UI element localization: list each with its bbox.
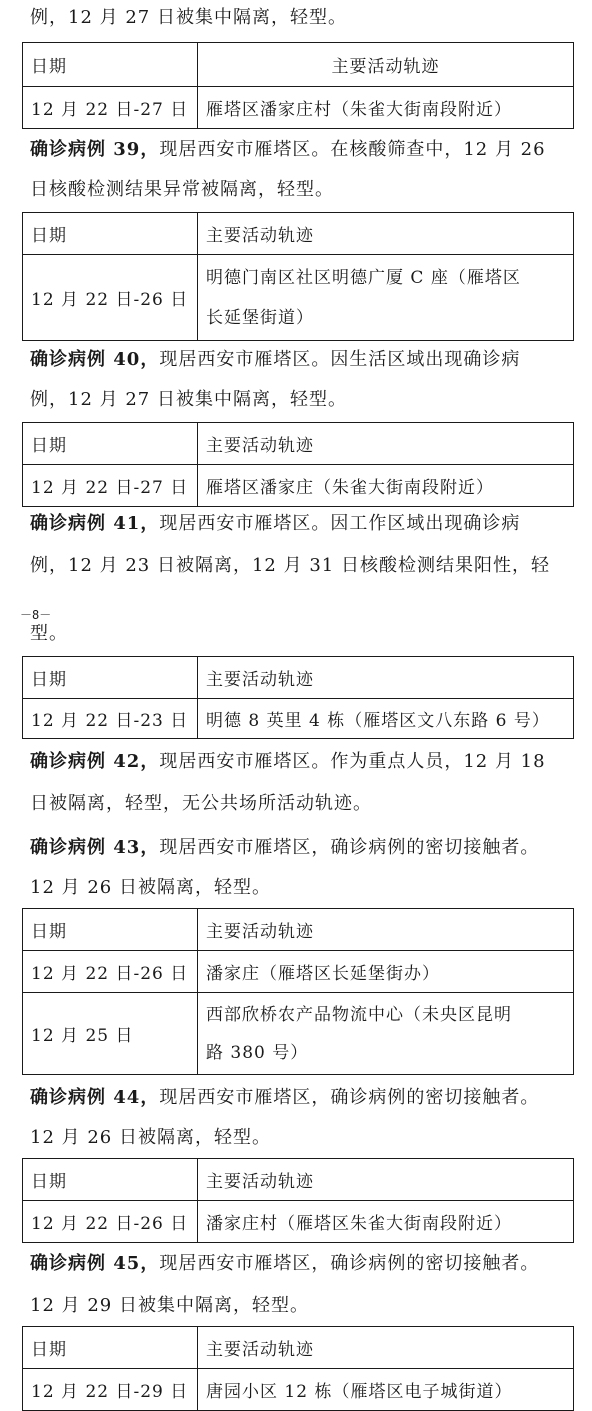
date-cell: 12 月 22 日-27 日 (23, 87, 198, 129)
track-table-45 (22, 1326, 574, 1411)
case-41-line-3: 型。 (30, 623, 68, 644)
case-39-line-2: 日核酸检测结果异常被隔离，轻型。 (30, 179, 334, 200)
table-row (23, 255, 574, 341)
track-cell: 雁塔区潘家庄（朱雀大街南段附近） (198, 465, 574, 507)
track-cell-line: 路 380 号） (206, 1042, 309, 1063)
case-45-line-1 (30, 1252, 539, 1276)
case-43-line-2: 12 月 26 日被隔离，轻型。 (30, 877, 271, 898)
case-43-title: 确诊病例 43， (30, 837, 160, 858)
date-cell: 12 月 22 日-29 日 (23, 1369, 198, 1411)
table-row (23, 1369, 574, 1411)
track-table-41 (22, 656, 574, 739)
header-date: 日期 (23, 909, 198, 951)
case-45-title: 确诊病例 45， (30, 1253, 160, 1274)
header-track: 主要活动轨迹 (198, 657, 574, 699)
header-date: 日期 (23, 213, 198, 255)
track-cell (198, 255, 574, 341)
page-number: －8－ (20, 608, 52, 622)
date-cell: 12 月 25 日 (23, 993, 198, 1075)
case-44-line-1 (30, 1086, 539, 1110)
date-cell: 12 月 22 日-27 日 (23, 465, 198, 507)
table-row (23, 951, 574, 993)
track-cell: 潘家庄（雁塔区长延堡街办） (198, 951, 574, 993)
table-row (23, 1201, 574, 1243)
track-cell (198, 993, 574, 1075)
track-cell: 唐园小区 12 栋（雁塔区电子城街道） (198, 1369, 574, 1411)
table-row (23, 699, 574, 739)
case-44-line-2: 12 月 26 日被隔离，轻型。 (30, 1127, 271, 1148)
track-table-44 (22, 1158, 574, 1243)
case-41-text: 现居西安市雁塔区。因工作区域出现确诊病 (159, 513, 521, 534)
track-table-39 (22, 212, 574, 341)
case-39-line-1 (30, 138, 546, 162)
case-40-title: 确诊病例 40， (30, 349, 160, 370)
case-42-title: 确诊病例 42， (30, 751, 160, 772)
case-44-text: 现居西安市雁塔区，确诊病例的密切接触者。 (159, 1087, 540, 1108)
date-cell: 12 月 22 日-26 日 (23, 255, 198, 341)
header-date: 日期 (23, 43, 198, 87)
paragraph-line: 例，12 月 27 日被集中隔离，轻型。 (30, 7, 347, 28)
case-39-title: 确诊病例 39， (30, 139, 160, 160)
case-39-text: 现居西安市雁塔区。在核酸筛查中，12 月 26 (159, 139, 546, 160)
track-table-40 (22, 422, 574, 507)
case-44-title: 确诊病例 44， (30, 1087, 160, 1108)
case-42-text: 现居西安市雁塔区。作为重点人员，12 月 18 (159, 751, 546, 772)
date-cell: 12 月 22 日-26 日 (23, 951, 198, 993)
track-cell-line: 明德门南区社区明德广厦 C 座（雁塔区 (206, 267, 521, 288)
header-date: 日期 (23, 657, 198, 699)
case-40-line-1 (30, 348, 520, 372)
case-43-text: 现居西安市雁塔区，确诊病例的密切接触者。 (159, 837, 540, 858)
case-45-text: 现居西安市雁塔区，确诊病例的密切接触者。 (159, 1253, 540, 1274)
track-cell: 明德 8 英里 4 栋（雁塔区文八东路 6 号） (198, 699, 574, 739)
case-42-line-2: 日被隔离，轻型，无公共场所活动轨迹。 (30, 793, 372, 814)
case-43-line-1 (30, 836, 539, 860)
track-cell: 雁塔区潘家庄村（朱雀大街南段附近） (198, 87, 574, 129)
header-track: 主要活动轨迹 (198, 213, 574, 255)
case-45-line-2: 12 月 29 日被集中隔离，轻型。 (30, 1295, 309, 1316)
case-41-line-2: 例，12 月 23 日被隔离，12 月 31 日核酸检测结果阳性，轻 (30, 555, 550, 576)
header-track: 主要活动轨迹 (198, 1159, 574, 1201)
track-cell-line: 长延堡街道） (206, 307, 314, 328)
header-date: 日期 (23, 1159, 198, 1201)
date-cell: 12 月 22 日-23 日 (23, 699, 198, 739)
header-date: 日期 (23, 1327, 198, 1369)
table-row (23, 993, 574, 1075)
case-40-text: 现居西安市雁塔区。因生活区域出现确诊病 (159, 349, 521, 370)
case-40-line-2: 例，12 月 27 日被集中隔离，轻型。 (30, 389, 347, 410)
case-42-line-1 (30, 750, 546, 774)
track-table-43 (22, 908, 574, 1075)
table-row (23, 465, 574, 507)
case-41-title: 确诊病例 41， (30, 513, 160, 534)
track-table-38 (22, 42, 574, 129)
header-date: 日期 (23, 423, 198, 465)
header-track: 主要活动轨迹 (198, 43, 574, 87)
table-row (23, 87, 574, 129)
case-41-line-1 (30, 512, 520, 536)
header-track: 主要活动轨迹 (198, 423, 574, 465)
date-cell: 12 月 22 日-26 日 (23, 1201, 198, 1243)
header-track: 主要活动轨迹 (198, 909, 574, 951)
track-cell: 潘家庄村（雁塔区朱雀大街南段附近） (198, 1201, 574, 1243)
header-track: 主要活动轨迹 (198, 1327, 574, 1369)
track-cell-line: 西部欣桥农产品物流中心（未央区昆明 (206, 1004, 512, 1025)
